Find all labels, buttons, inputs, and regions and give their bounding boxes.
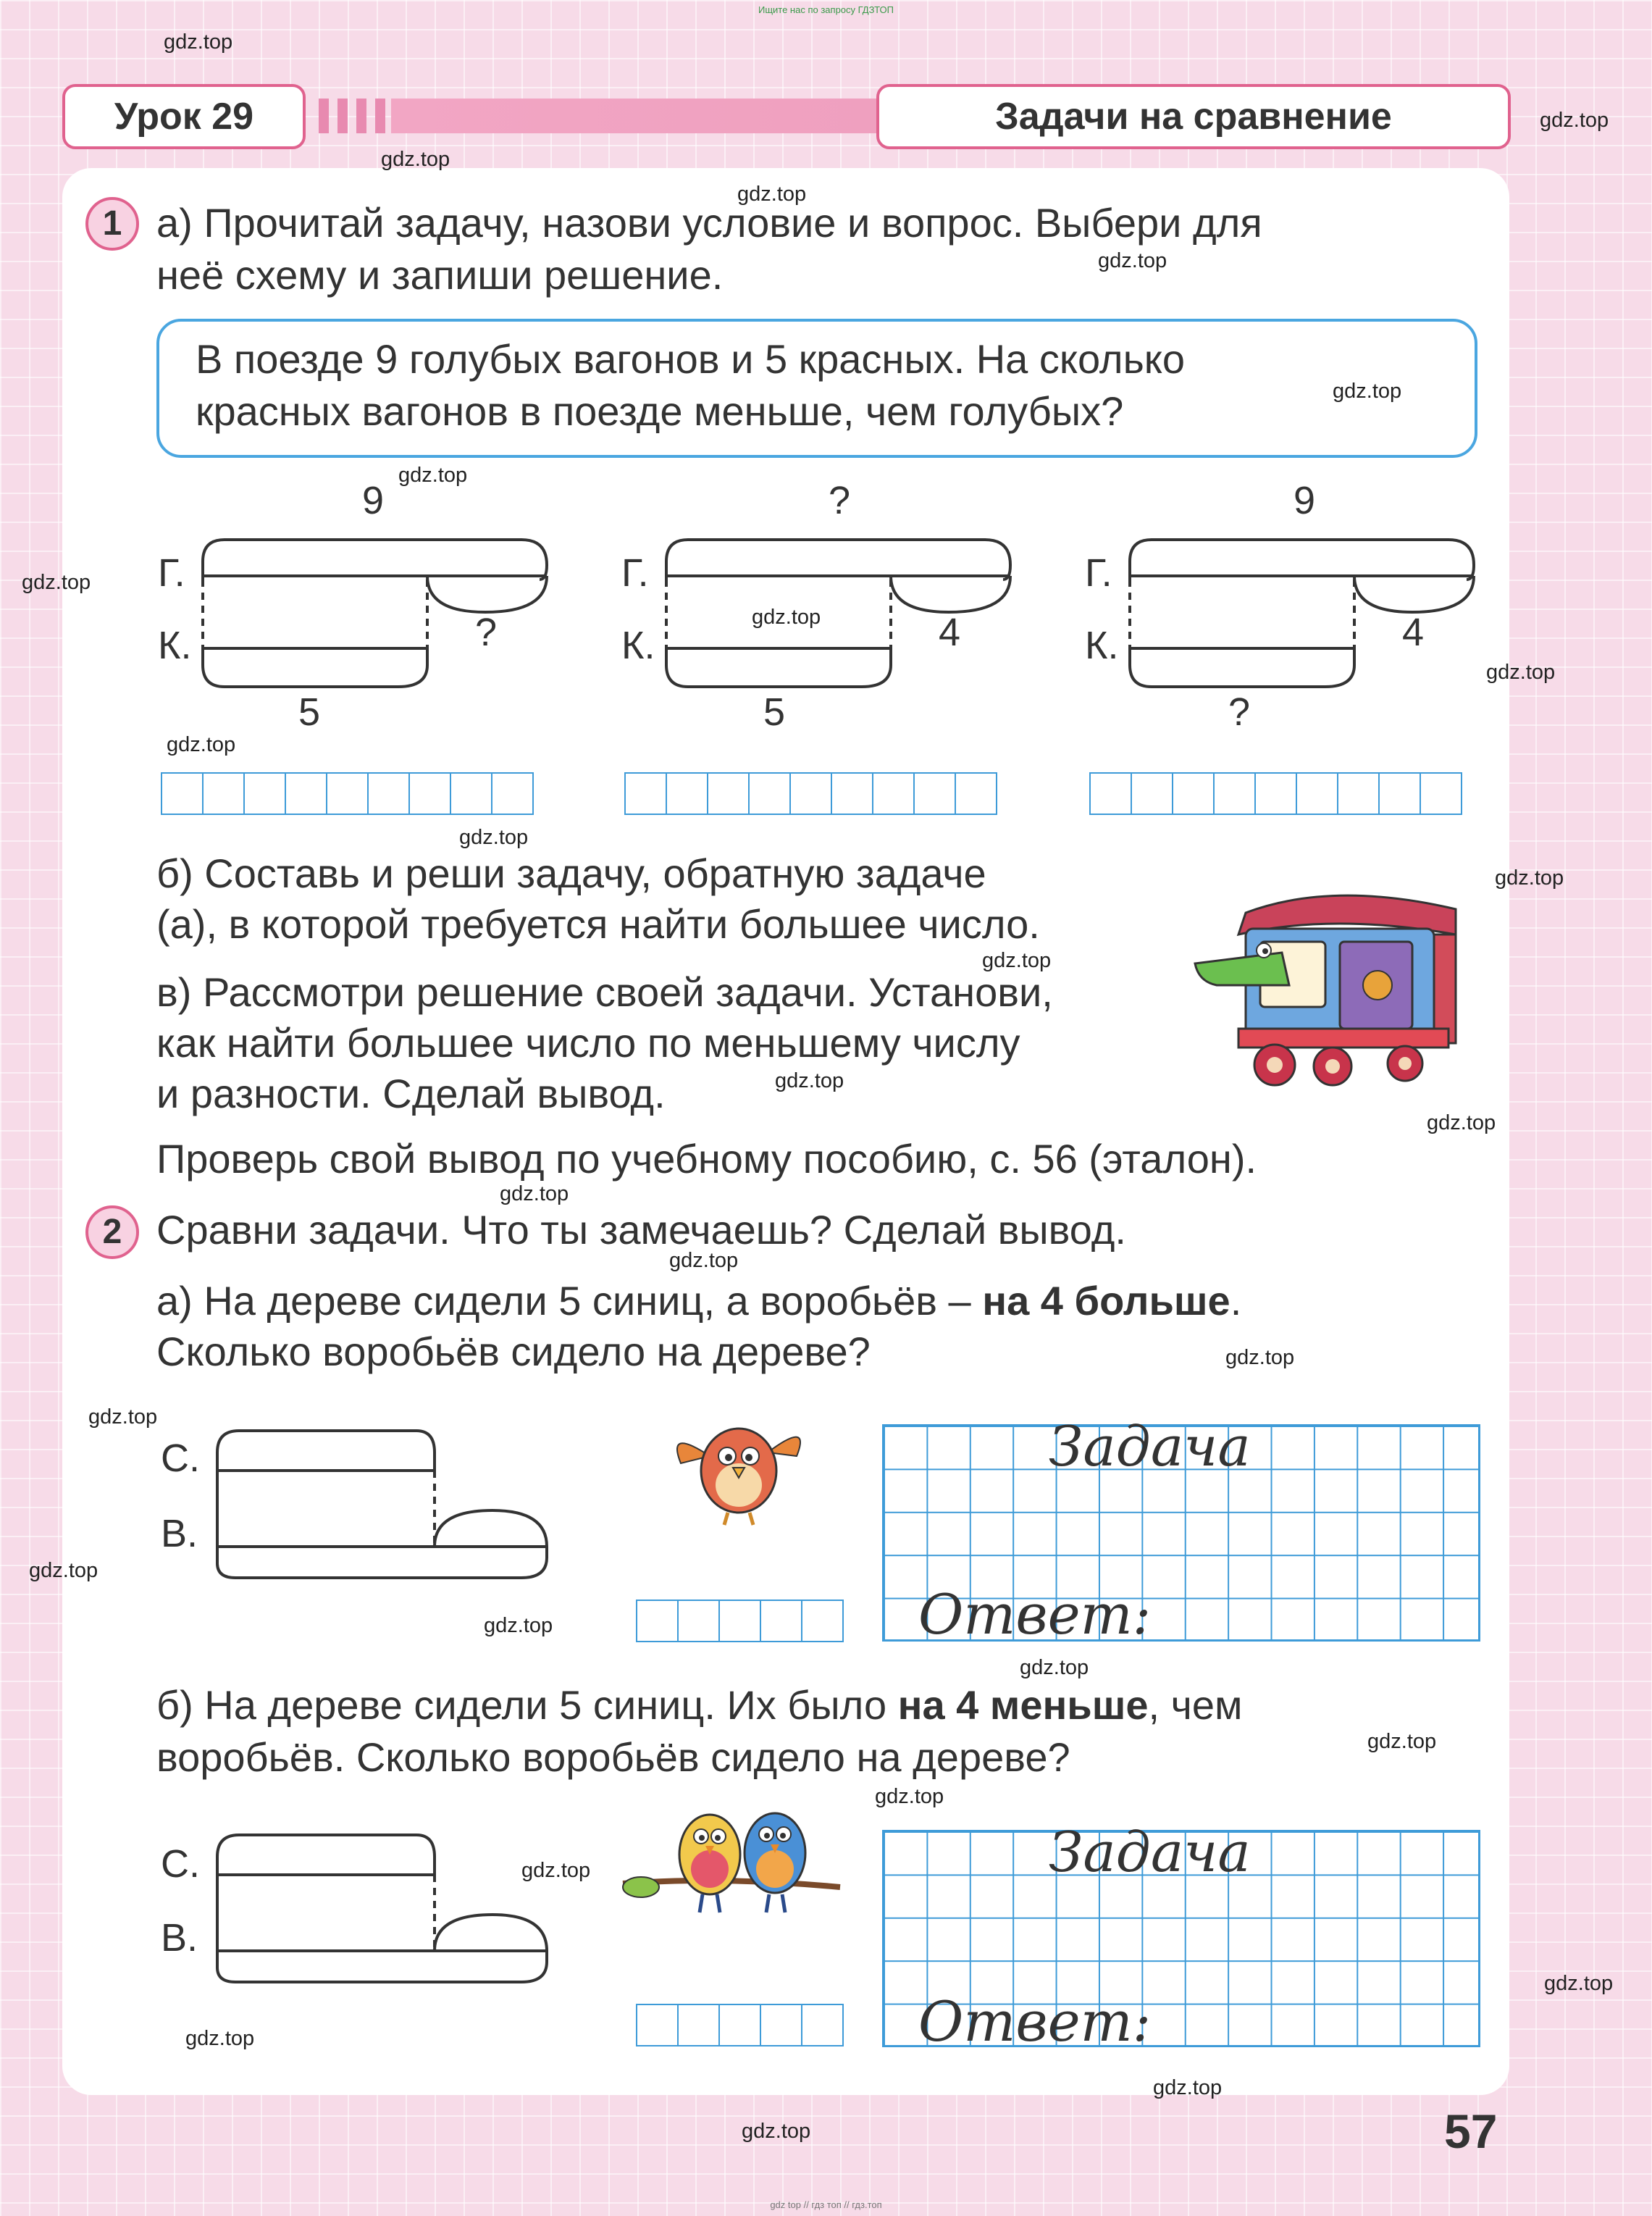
watermark: gdz.top (1427, 1111, 1496, 1134)
watermark: gdz.top (742, 2120, 811, 2143)
task1-c-line1: в) Рассмотри решение своей задачи. Установи, (156, 969, 1053, 1015)
scheme-1 (152, 478, 565, 739)
task1-a-line1: а) Прочитай задачу, назови условие и вопрос. Выбери для (156, 200, 1262, 246)
watermark: gdz.top (982, 949, 1052, 972)
watermark: gdz.top (1020, 1656, 1089, 1679)
bird-illustration (666, 1405, 811, 1529)
task2b-answer-cells[interactable] (636, 2004, 844, 2046)
answer-cells-1[interactable] (161, 772, 534, 815)
task2a-grid-answer: Ответ: (918, 1582, 1152, 1647)
scheme-2-drawing (616, 478, 1028, 739)
task2-a-line1: а) На дереве сидели 5 синиц, а воробьёв – на 4 больше. (156, 1278, 1242, 1324)
scheme-3-letter-k: К. (1085, 624, 1119, 667)
watermark: gdz.top (1098, 249, 1167, 272)
task2a-scheme (145, 1420, 565, 1579)
scheme-2-top-label: ? (829, 479, 851, 522)
train-crocodile-illustration (1188, 884, 1463, 1101)
scheme-3-top-label: 9 (1293, 479, 1316, 522)
watermark: gdz.top (1367, 1730, 1437, 1753)
watermark: gdz.top (737, 183, 807, 206)
task1-c-line3: и разности. Сделай вывод. (156, 1071, 666, 1116)
task2a-letter-s: С. (161, 1437, 200, 1480)
scheme-3-letter-g: Г. (1085, 551, 1112, 595)
scheme-2-bottom-label: 5 (763, 690, 786, 734)
task2-a-line2: Сколько воробьёв сидело на дереве? (156, 1329, 871, 1374)
scheme-1-top-label: 9 (362, 479, 385, 522)
scheme-2-letter-g: Г. (621, 551, 649, 595)
watermark: gdz.top (185, 2027, 255, 2050)
task2b-letter-s: С. (161, 1842, 200, 1886)
scheme-1-right-label: ? (475, 611, 498, 654)
task1-b-line1: б) Составь и реши задачу, обратную задаче (156, 850, 986, 896)
watermark: gdz.top (775, 1069, 844, 1092)
task2b-scheme (145, 1824, 565, 1983)
task-number-2: 2 (85, 1205, 139, 1259)
task1-b-line2: (а), в которой требуется найти большее число. (156, 901, 1040, 947)
scheme-1-letter-g: Г. (158, 551, 185, 595)
watermark: gdz.top (521, 1859, 591, 1882)
task2-intro: Сравни задачи. Что ты замечаешь? Сделай вывод. (156, 1207, 1126, 1253)
top-note: Ищите нас по запросу ГДЗТОП (758, 4, 894, 15)
task2a-scheme-drawing (145, 1420, 565, 1579)
task2b-grid-title: Задача (1049, 1820, 1251, 1884)
answer-cells-3[interactable] (1089, 772, 1462, 815)
problem-line1: В поезде 9 голубых вагонов и 5 красных. На сколько (196, 336, 1186, 382)
watermark: gdz.top (459, 826, 529, 849)
bottom-note: gdz top // гдз топ // гдз.топ (770, 2199, 882, 2210)
watermark: gdz.top (88, 1405, 158, 1429)
task2a-letter-v: В. (161, 1512, 198, 1555)
watermark: gdz.top (398, 464, 468, 487)
scheme-3-bottom-label: ? (1228, 690, 1251, 734)
watermark: gdz.top (484, 1614, 553, 1637)
watermark: gdz.top (1486, 661, 1556, 684)
watermark: gdz.top (381, 148, 450, 171)
watermark: gdz.top (1540, 109, 1609, 132)
task2-b-line1: б) На дереве сидели 5 синиц. Их было на 4 меньше, чем (156, 1682, 1243, 1728)
scheme-3-right-label: 4 (1402, 611, 1425, 654)
watermark: gdz.top (669, 1249, 739, 1272)
two-birds-illustration (616, 1797, 847, 1934)
scheme-3-drawing (1079, 478, 1492, 739)
task2a-grid-title: Задача (1049, 1414, 1251, 1479)
scheme-2-right-label: 4 (939, 611, 961, 654)
problem-line2: красных вагонов в поезде меньше, чем голубых? (196, 388, 1124, 434)
watermark: gdz.top (167, 733, 236, 756)
answer-cells-2[interactable] (624, 772, 997, 815)
watermark: gdz.top (29, 1559, 98, 1582)
task2b-letter-v: В. (161, 1916, 198, 1960)
watermark: gdz.top (1544, 1972, 1614, 1995)
watermark: gdz.top (22, 571, 91, 594)
scheme-3 (1079, 478, 1492, 739)
task1-c-line2: как найти большее число по меньшему числу (156, 1020, 1020, 1066)
scheme-2-letter-k: К. (621, 624, 655, 667)
watermark: gdz.top (875, 1785, 944, 1808)
scheme-2 (616, 478, 1028, 739)
task2-b-line2: воробьёв. Сколько воробьёв сидело на дереве? (156, 1734, 1070, 1780)
watermark: gdz.top (164, 30, 233, 54)
scheme-1-bottom-label: 5 (298, 690, 321, 734)
scheme-1-letter-k: К. (158, 624, 192, 667)
task1-a-line2: неё схему и запиши решение. (156, 252, 724, 298)
watermark: gdz.top (1153, 2076, 1223, 2099)
watermark: gdz.top (1333, 380, 1402, 403)
watermark: gdz.top (752, 606, 821, 629)
page-title: Задачи на сравнение (876, 84, 1511, 149)
page-number: 57 (1444, 2104, 1498, 2158)
scheme-1-drawing (152, 478, 565, 739)
task-number-1: 1 (85, 197, 139, 251)
task1-check-line: Проверь свой вывод по учебному пособию, с. 56 (эталон). (156, 1136, 1257, 1182)
task2b-scheme-drawing (145, 1824, 565, 1983)
lesson-label: Урок 29 (62, 84, 306, 149)
watermark: gdz.top (1225, 1346, 1295, 1369)
header-bar (391, 99, 881, 133)
watermark: gdz.top (1495, 866, 1564, 890)
task2a-answer-cells[interactable] (636, 1600, 844, 1642)
watermark: gdz.top (500, 1182, 569, 1205)
task2b-grid-answer: Ответ: (918, 1989, 1152, 2054)
